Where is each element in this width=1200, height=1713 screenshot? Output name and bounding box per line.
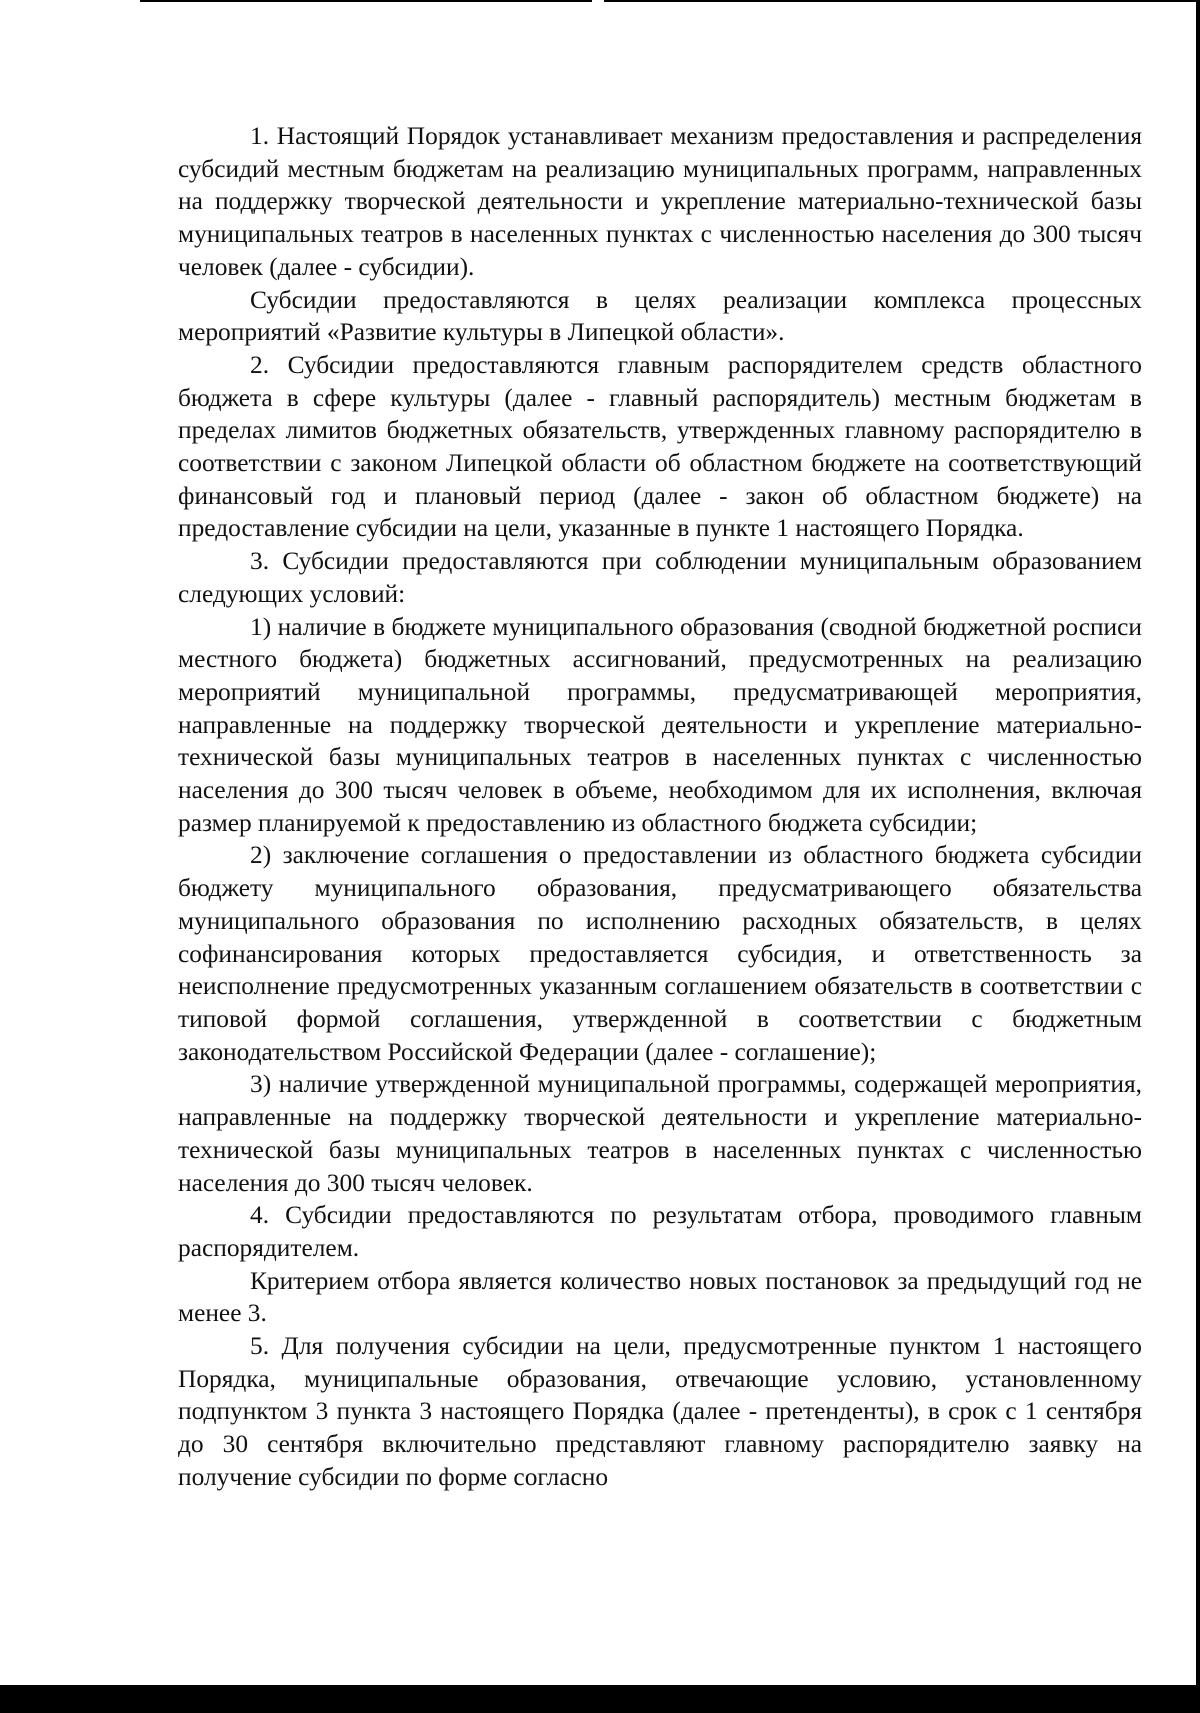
- scan-edge-top-right: [604, 0, 1200, 2]
- paragraph-3-condition-1: 1) наличие в бюджете муниципального образования (сводной бюджетной росписи местного бюджета) бюджетных ассигнований, предусмотренных на реализацию мероприятий муниципальной программы, предусматривающей мероприятия, направленные на поддержку творческой деятельности и укрепление материально-технической базы муниципальных театров в населенных пунктах с численностью населения до 300 тысяч человек в объеме, необходимом для их исполнения, включая размер планируемой к предоставлению из областного бюджета субсидии;: [178, 612, 1142, 837]
- paragraph-1-goal: Субсидии предоставляются в целях реализации комплекса процессных мероприятий «Развитие культуры в Липецкой области».: [178, 285, 1142, 347]
- paragraph-3-condition-3: 3) наличие утвержденной муниципальной программы, содержащей мероприятия, направленные на поддержку творческой деятельности и укрепление материально-технической базы муниципальных театров в населенных пунктах с численностью населения до 300 тысяч человек.: [178, 1070, 1142, 1197]
- document-body: [178, 120, 1142, 1494]
- paragraph-5-application: 5. Для получения субсидии на цели, предусмотренные пунктом 1 настоящего Порядка, муниципальные образования, отвечающие условию, установленному подпунктом 3 пункта 3 настоящего Порядка (далее - претенденты), в срок с 1 сентября до 30 сентября включительно представляют главному распорядителю заявку на получение субсидии по форме согласно: [178, 1332, 1142, 1491]
- paragraph-1-purpose: 1. Настоящий Порядок устанавливает механизм предоставления и распределения субсидий местным бюджетам на реализацию муниципальных программ, направленных на поддержку творческой деятельности и укрепление материально-технической базы муниципальных театров в населенных пунктах с численностью населения до 300 тысяч человек (далее - субсидии).: [178, 122, 1142, 281]
- scan-edge-right: [1196, 0, 1200, 1713]
- scan-edge-bottom: [0, 1685, 1200, 1713]
- paragraph-2-distributor: 2. Субсидии предоставляются главным распорядителем средств областного бюджета в сфере культуры (далее - главный распорядитель) местным бюджетам в пределах лимитов бюджетных обязательств, утвержденных главному распорядителю в соответствии с законом Липецкой области об областном бюджете на соответствующий финансовый год и плановый период (далее - закон об областном бюджете) на предоставление субсидии на цели, указанные в пункте 1 настоящего Порядка.: [178, 350, 1142, 543]
- paragraph-3-conditions: 3. Субсидии предоставляются при соблюдении муниципальным образованием следующих условий:: [178, 547, 1142, 608]
- scan-edge-top-left: [140, 0, 592, 2]
- paragraph-4-selection: 4. Субсидии предоставляются по результатам отбора, проводимого главным распорядителем.: [178, 1201, 1142, 1262]
- paragraph-4-criterion: Критерием отбора является количество новых постановок за предыдущий год не менее 3.: [178, 1266, 1142, 1328]
- paragraph-3-condition-2: 2) заключение соглашения о предоставлении из областного бюджета субсидии бюджету муниципального образования, предусматривающего обязательства муниципального образования по исполнению расходных обязательств, в целях софинансирования которых предоставляется субсидия, и ответственность за неисполнение предусмотренных указанным соглашением обязательств в соответствии с типовой формой соглашения, утвержденной в соответствии с бюджетным законодательством Российской Федерации (далее - соглашение);: [178, 841, 1142, 1066]
